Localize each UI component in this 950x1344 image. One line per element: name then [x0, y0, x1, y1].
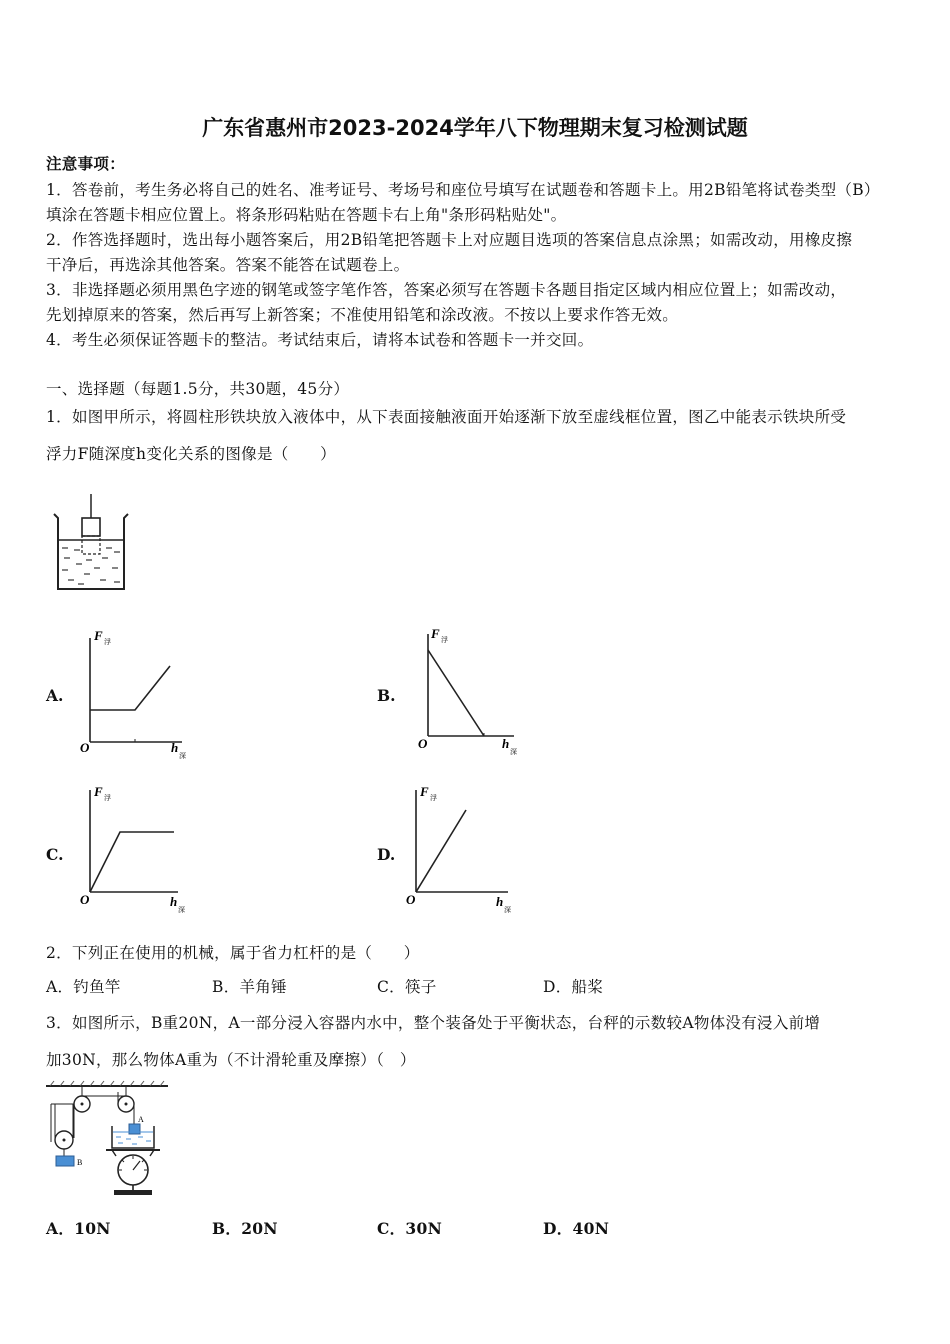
option-a-label[interactable]: A.: [46, 686, 64, 705]
axis-y-sub: 浮: [441, 636, 448, 644]
q2-option-b[interactable]: B．羊角锤: [212, 978, 287, 996]
q2-option-d[interactable]: D．船桨: [543, 978, 604, 996]
axis-y-sub: 浮: [430, 794, 437, 802]
notice-heading: 注意事项：: [46, 154, 126, 173]
axis-x-sub: 深: [504, 906, 511, 914]
axis-y-label: F: [94, 628, 103, 643]
graph-a[interactable]: [78, 624, 198, 764]
q3-option-c[interactable]: C．30N: [377, 1219, 443, 1238]
notice-line: 填涂在答题卡相应位置上。将条形码粘贴在答题卡右上角"条形码粘贴处"。: [46, 206, 567, 224]
axis-x-label: h: [171, 740, 179, 755]
notice-line: 3．非选择题必须用黑色字迹的钢笔或签字笔作答，答案必须写在答题卡各题目指定区域内相应位置上；如需改动，: [46, 281, 847, 299]
notice-line: 先划掉原来的答案，然后再写上新答案；不准使用铅笔和涂改液。不按以上要求作答无效。: [46, 306, 679, 324]
origin-label: O: [80, 740, 90, 755]
question-3-line: 3．如图所示，B重20N，A一部分浸入容器内水中，整个装备处于平衡状态，台秤的示数较A物体没有浸入前增: [46, 1014, 821, 1032]
question-1-line: 浮力F随深度h变化关系的图像是（ ）: [46, 445, 336, 463]
notice-line: 1．答卷前，考生务必将自己的姓名、准考证号、考场号和座位号填写在试题卷和答题卡上。用2B铅笔将试卷类型（B）: [46, 181, 880, 199]
graph-c[interactable]: [78, 782, 198, 922]
q3-option-a[interactable]: A．10N: [46, 1219, 111, 1238]
q2-option-a[interactable]: A．钓鱼竿: [46, 978, 121, 996]
question-3-line: 加30N，那么物体A重为（不计滑轮重及摩擦）（ ）: [46, 1051, 416, 1069]
origin-label: O: [406, 892, 416, 907]
axis-y-sub: 浮: [104, 638, 111, 646]
axis-x-label: h: [496, 894, 504, 909]
axis-y-label: F: [420, 784, 429, 799]
q3-option-b[interactable]: B．20N: [212, 1219, 278, 1238]
notice-line: 4．考生必须保证答题卡的整洁。考试结束后，请将本试卷和答题卡一并交回。: [46, 331, 594, 349]
axis-x-label: h: [170, 894, 178, 909]
beaker-figure: [50, 492, 130, 594]
graph-d[interactable]: [404, 782, 524, 922]
axis-y-sub: 浮: [104, 794, 111, 802]
section-heading: 一、选择题（每题1.5分，共30题，45分）: [46, 380, 350, 398]
origin-label: O: [418, 736, 428, 751]
axis-x-sub: 深: [179, 752, 186, 760]
option-c-label[interactable]: C.: [46, 845, 64, 864]
axis-x-sub: 深: [178, 906, 185, 914]
q2-option-c[interactable]: C．筷子: [377, 978, 437, 996]
pulley-scale-figure: [42, 1080, 172, 1200]
axis-y-label: F: [94, 784, 103, 799]
graph-b[interactable]: [416, 624, 536, 764]
block-b-label: B: [77, 1158, 83, 1167]
page-title: 广东省惠州市2023-2024学年八下物理期末复习检测试题: [202, 116, 748, 140]
option-b-label[interactable]: B.: [377, 686, 396, 705]
block-a-label: A: [138, 1115, 144, 1124]
axis-x-label: h: [502, 736, 510, 751]
origin-label: O: [80, 892, 90, 907]
question-2-stem: 2．下列正在使用的机械，属于省力杠杆的是（ ）: [46, 944, 420, 962]
option-d-label[interactable]: D.: [377, 845, 396, 864]
notice-line: 干净后，再选涂其他答案。答案不能答在试题卷上。: [46, 256, 410, 274]
axis-y-label: F: [431, 626, 440, 641]
q3-option-d[interactable]: D．40N: [543, 1219, 610, 1238]
notice-line: 2．作答选择题时，选出每小题答案后，用2B铅笔把答题卡上对应题目选项的答案信息点涂黑；如需改动，用橡皮擦: [46, 231, 853, 249]
axis-x-sub: 深: [510, 748, 517, 756]
question-1-line: 1．如图甲所示，将圆柱形铁块放入液体中，从下表面接触液面开始逐渐下放至虚线框位置，图乙中能表示铁块所受: [46, 408, 847, 426]
